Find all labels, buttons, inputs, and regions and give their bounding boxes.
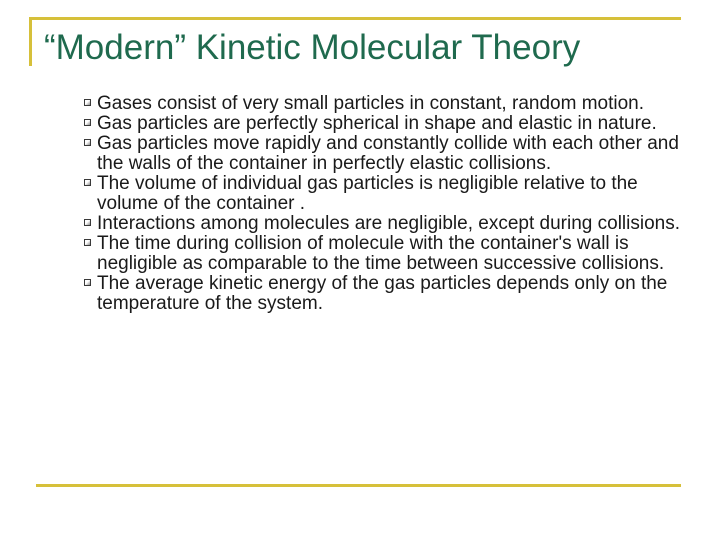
bullet-item [84, 94, 684, 114]
slide-title: “Modern” Kinetic Molecular Theory [44, 28, 581, 67]
square-bullet-icon [84, 279, 91, 286]
bullet-item [84, 234, 684, 274]
bullet-text: Gases consist of very small particles in constant, random motion. [97, 93, 645, 114]
bullet-item [84, 214, 684, 234]
left-frame-line [29, 17, 32, 66]
square-bullet-icon [84, 139, 91, 146]
bullet-text: The volume of individual gas particles is negligible relative to the volume of the container . [97, 173, 638, 214]
bullet-text: Interactions among molecules are negligible, except during collisions. [97, 213, 680, 234]
bullet-text: Gas particles move rapidly and constantly collide with each other and the walls of the container in perfectly elastic collisions. [97, 133, 679, 174]
bullet-item [84, 274, 684, 314]
bullet-text: The time during collision of molecule with the container's wall is negligible as comparable to the time between successive collisions. [97, 233, 665, 274]
top-frame-line [29, 17, 681, 20]
bullet-list [84, 94, 684, 314]
square-bullet-icon [84, 99, 91, 106]
bullet-item [84, 114, 684, 134]
square-bullet-icon [84, 219, 91, 226]
square-bullet-icon [84, 179, 91, 186]
bullet-text: The average kinetic energy of the gas particles depends only on the temperature of the system. [97, 273, 668, 314]
square-bullet-icon [84, 239, 91, 246]
bottom-frame-line [36, 484, 681, 487]
bullet-item [84, 174, 684, 214]
bullet-text: Gas particles are perfectly spherical in shape and elastic in nature. [97, 113, 657, 134]
square-bullet-icon [84, 119, 91, 126]
bullet-item [84, 134, 684, 174]
